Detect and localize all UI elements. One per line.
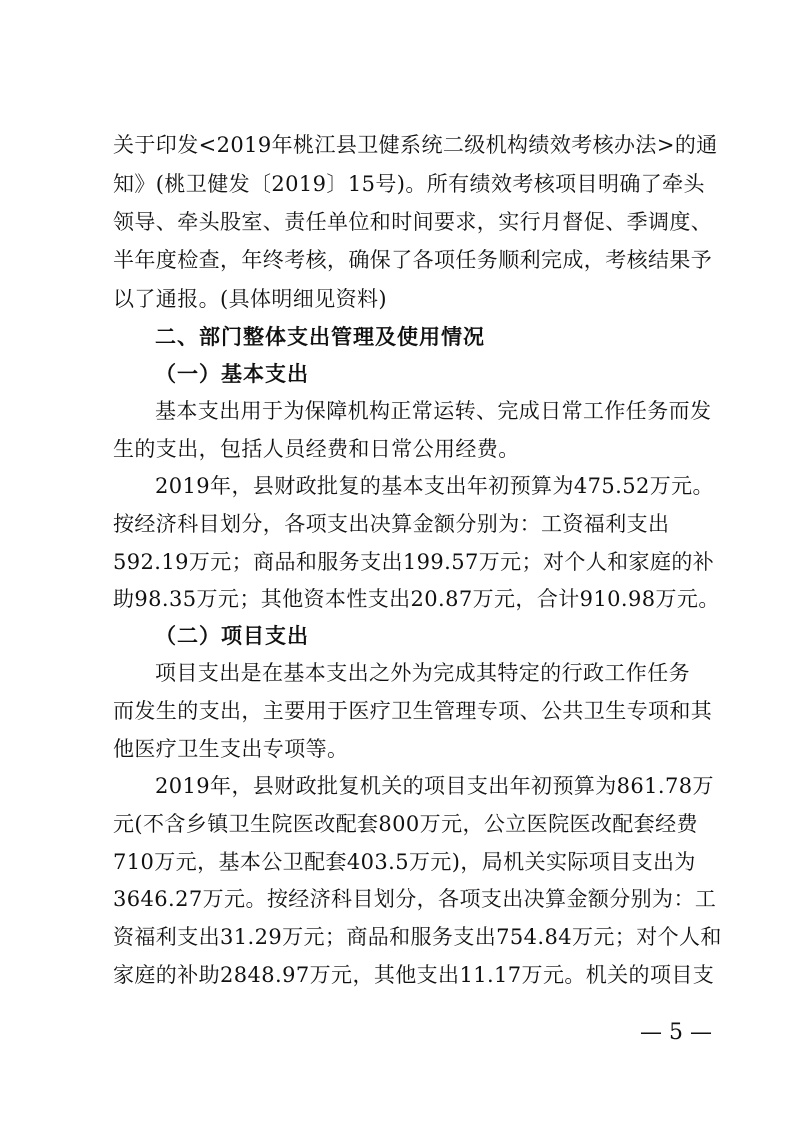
section-heading: 二、部门整体支出管理及使用情况 — [155, 325, 485, 349]
paragraph-line: 而发生的支出，主要用于医疗卫生管理专项、公共卫生专项和其 — [113, 699, 713, 723]
paragraph-line: 助98.35万元；其他资本性支出20.87万元，合计910.98万元。 — [113, 587, 720, 611]
paragraph-line: 以了通报。(具体明细见资料) — [113, 287, 387, 311]
paragraph-line: 关于印发<2019年桃江县卫健系统二级机构绩效考核办法>的通 — [113, 133, 718, 157]
paragraph-line: 半年度检查，年终考核，确保了各项任务顺利完成，考核结果予 — [113, 248, 713, 272]
page-number: — 5 — — [640, 1020, 712, 1045]
subheading-project-expenditure: （二）项目支出 — [155, 624, 309, 648]
paragraph-line: 知》(桃卫健发〔2019〕15号)。所有绩效考核项目明确了牵头 — [113, 172, 705, 196]
paragraph-line: 他医疗卫生支出专项等。 — [113, 737, 349, 761]
paragraph-line: 592.19万元；商品和服务支出199.57万元；对个人和家庭的补 — [113, 550, 715, 574]
paragraph-line: 按经济科目划分，各项支出决算金额分别为：工资福利支出 — [113, 512, 670, 536]
paragraph-line: 710万元，基本公卫配套403.5万元)，局机关实际项目支出为 — [113, 850, 696, 874]
paragraph-line: 3646.27万元。按经济科目划分，各项支出决算金额分别为：工 — [113, 887, 717, 911]
paragraph-line: 领导、牵头股室、责任单位和时间要求，实行月督促、季调度、 — [113, 210, 713, 234]
paragraph-line: 资福利支出31.29万元；商品和服务支出754.84万元；对个人和 — [113, 925, 722, 949]
paragraph-line: 生的支出，包括人员经费和日常公用经费。 — [113, 437, 520, 461]
paragraph-line: 基本支出用于为保障机构正常运转、完成日常工作任务而发 — [155, 399, 712, 423]
paragraph-line: 项目支出是在基本支出之外为完成其特定的行政工作任务 — [155, 661, 690, 685]
subheading-basic-expenditure: （一）基本支出 — [155, 362, 309, 386]
paragraph-line: 家庭的补助2848.97万元，其他支出11.17万元。机关的项目支 — [113, 963, 715, 987]
paragraph-line: 2019年，县财政批复的基本支出年初预算为475.52万元。 — [155, 474, 714, 498]
paragraph-line: 元(不含乡镇卫生院医改配套800万元，公立医院医改配套经费 — [113, 812, 698, 836]
paragraph-line: 2019年，县财政批复机关的项目支出年初预算为861.78万 — [155, 774, 714, 798]
